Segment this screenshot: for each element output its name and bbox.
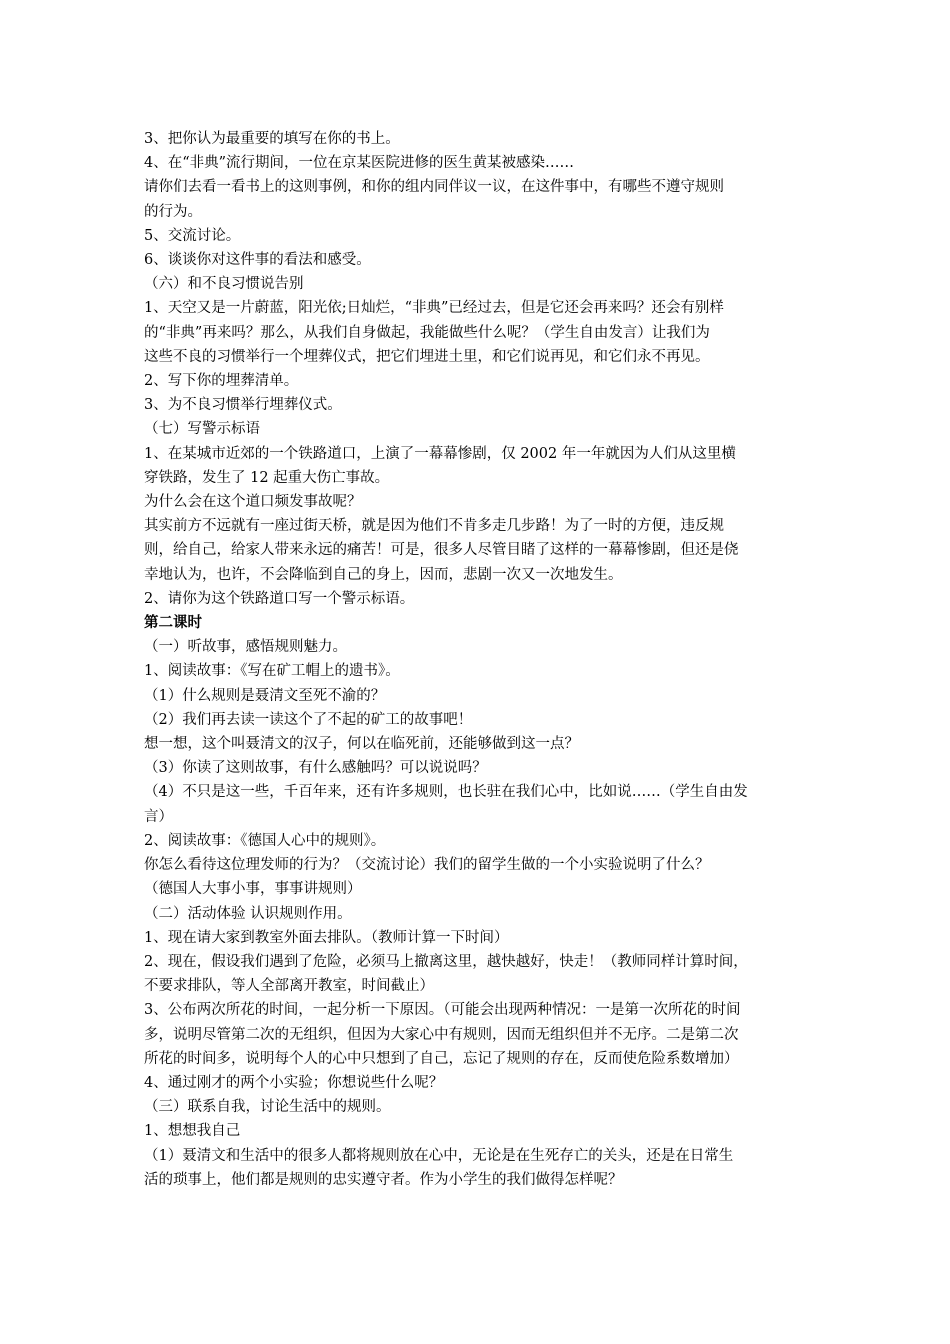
section-heading: （一）听故事，感悟规则魅力。 — [144, 639, 347, 656]
text-line: 2、请你为这个铁路道口写一个警示标语。 — [144, 590, 415, 607]
text-line: 1、天空又是一片蔚蓝，阳光依;日灿烂，“非典”已经过去，但是它还会再来吗？还会有别样 — [144, 300, 724, 317]
text-line: 4、在“非典”流行期间，一位在京某医院进修的医生黄某被感染…… — [144, 155, 575, 172]
text-line: 所花的时间多，说明每个人的心中只想到了自己，忘记了规则的存在，反而使危险系数增加） — [144, 1050, 739, 1067]
text-line: 这些不良的习惯举行一个埋葬仪式，把它们埋进土里，和它们说再见，和它们永不再见。 — [144, 348, 710, 365]
text-line: （4）不只是这一些，千百年来，还有许多规则，也长驻在我们心中，比如说……（学生自由发 — [144, 784, 748, 801]
lesson-heading: 第二课时 — [144, 614, 202, 632]
text-line: 多，说明尽管第二次的无组织，但因为大家心中有规则，因而无组织但并不无序。二是第二次 — [144, 1026, 739, 1043]
text-line: 请你们去看一看书上的这则事例，和你的组内同伴议一议，在这件事中，有哪些不遵守规则 — [144, 179, 724, 196]
text-line: 3、为不良习惯举行埋葬仪式。 — [144, 397, 342, 414]
text-line: 其实前方不远就有一座过街天桥，就是因为他们不肯多走几步路！为了一时的方便，违反规 — [144, 518, 724, 535]
text-line: 1、现在请大家到教室外面去排队。（教师计算一下时间） — [144, 929, 509, 946]
text-line: （德国人大事小事，事事讲规则） — [144, 881, 362, 898]
text-line: 2、阅读故事：《德国人心中的规则》。 — [144, 832, 386, 849]
text-line: 幸地认为，也许，不会降临到自己的身上，因而，悲剧一次又一次地发生。 — [144, 566, 623, 583]
text-line: 想一想，这个叫聂清文的汉子，何以在临死前，还能够做到这一点？ — [144, 736, 579, 753]
text-line: 的行为。 — [144, 203, 202, 220]
text-line: 4、通过刚才的两个小实验；你想说些什么呢？ — [144, 1074, 444, 1091]
text-line: 2、现在，假设我们遇到了危险，必须马上撤离这里，越快越好，快走！（教师同样计算时间， — [144, 953, 748, 970]
text-line: 言） — [144, 808, 173, 825]
section-heading: （七）写警示标语 — [144, 421, 260, 438]
section-heading: （二）活动体验 认识规则作用。 — [144, 905, 352, 922]
text-line: （2）我们再去读一读这个了不起的矿工的故事吧！ — [144, 711, 473, 728]
text-line: 1、阅读故事：《写在矿工帽上的遗书》。 — [144, 663, 400, 680]
document-page — [144, 127, 814, 1192]
section-heading: （六）和不良习惯说告别 — [144, 276, 304, 293]
text-line: 6、谈谈你对这件事的看法和感受。 — [144, 252, 371, 269]
section-heading: （三）联系自我，讨论生活中的规则。 — [144, 1099, 391, 1116]
text-line: 穿铁路，发生了 12 起重大伤亡事故。 — [144, 469, 390, 486]
text-line: 的“非典”再来吗？那么，从我们自身做起，我能做些什么呢？（学生自由发言）让我们为 — [144, 324, 710, 341]
text-line: （1）聂清文和生活中的很多人都将规则放在心中，无论是在生死存亡的关头，还是在日常生 — [144, 1147, 734, 1164]
text-line: 不要求排队，等人全部离开教室，时间截止） — [144, 978, 434, 995]
text-line: （1）什么规则是聂清文至死不渝的？ — [144, 687, 386, 704]
text-line: 你怎么看待这位理发师的行为？（交流讨论）我们的留学生做的一个小实验说明了什么？ — [144, 857, 710, 874]
text-line: 1、想想我自己 — [144, 1123, 241, 1140]
text-line: 活的琐事上，他们都是规则的忠实遵守者。作为小学生的我们做得怎样呢？ — [144, 1171, 623, 1188]
text-line: 则，给自己，给家人带来永远的痛苦！可是，很多人尽管目睹了这样的一幕幕惨剧，但还是侥 — [144, 542, 739, 559]
text-line: 3、公布两次所花的时间，一起分析一下原因。（可能会出现两种情况：一是第一次所花的时间 — [144, 1002, 741, 1019]
text-line: （3）你读了这则故事，有什么感触吗？可以说说吗？ — [144, 760, 487, 777]
text-line: 为什么会在这个道口频发事故呢？ — [144, 494, 362, 511]
text-line: 1、在某城市近郊的一个铁路道口，上演了一幕幕惨剧，仅 2002 年一年就因为人们从这里横 — [144, 445, 736, 462]
text-line: 2、写下你的埋葬清单。 — [144, 373, 299, 390]
text-line: 3、把你认为最重要的填写在你的书上。 — [144, 131, 400, 147]
text-line: 5、交流讨论。 — [144, 227, 241, 244]
